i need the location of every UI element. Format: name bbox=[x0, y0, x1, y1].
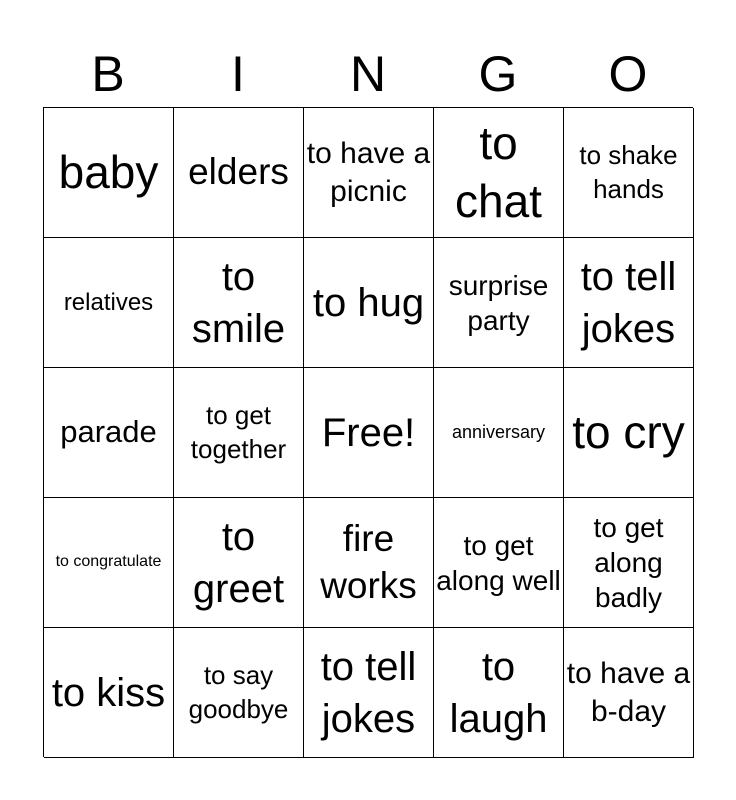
cell-text: to cry bbox=[572, 405, 685, 458]
bingo-cell-r2-c3[interactable] bbox=[304, 238, 434, 368]
header-letter-i: I bbox=[231, 46, 245, 102]
bingo-cell-r5-c2[interactable] bbox=[174, 628, 304, 758]
bingo-cell-r2-c1[interactable] bbox=[44, 238, 174, 368]
bingo-cell-r2-c4[interactable] bbox=[434, 238, 564, 368]
cell-text: to have a b-day bbox=[566, 657, 691, 728]
bingo-cell-r4-c4[interactable] bbox=[434, 498, 564, 628]
free-space: Free! bbox=[321, 410, 416, 455]
header-letter-g: G bbox=[478, 46, 518, 102]
cell-text: fire works bbox=[320, 518, 417, 606]
bingo-cell-r5-c5[interactable] bbox=[564, 628, 694, 758]
bingo-cell-r3-c5[interactable] bbox=[564, 368, 694, 498]
bingo-cell-r2-c2[interactable] bbox=[174, 238, 304, 368]
cell-text: surprise party bbox=[448, 269, 549, 336]
bingo-cell-r5-c1[interactable] bbox=[44, 628, 174, 758]
bingo-cell-r2-c5[interactable] bbox=[564, 238, 694, 368]
bingo-cell-r4-c1[interactable] bbox=[44, 498, 174, 628]
bingo-cell-r1-c5[interactable] bbox=[564, 108, 694, 238]
bingo-cell-r1-c1[interactable] bbox=[44, 108, 174, 238]
bingo-cell-r1-c4[interactable] bbox=[434, 108, 564, 238]
cell-text: to have a picnic bbox=[306, 137, 431, 208]
bingo-cell-r5-c3[interactable] bbox=[304, 628, 434, 758]
header-letter-n: N bbox=[349, 46, 387, 102]
cell-text: baby bbox=[58, 145, 159, 198]
cell-text: to get along badly bbox=[593, 512, 664, 613]
bingo-cell-r3-c4[interactable] bbox=[434, 368, 564, 498]
cell-text: to chat bbox=[455, 117, 542, 227]
cell-text: to laugh bbox=[449, 644, 548, 741]
cell-text: to greet bbox=[192, 514, 285, 611]
cell-text: to get along well bbox=[436, 529, 561, 596]
cell-text: to congratulate bbox=[55, 553, 162, 571]
bingo-cell-r4-c5[interactable] bbox=[564, 498, 694, 628]
bingo-cell-r4-c2[interactable] bbox=[174, 498, 304, 628]
cell-text: to get together bbox=[190, 399, 287, 464]
header-letter-o: O bbox=[608, 46, 648, 102]
cell-text: to shake hands bbox=[579, 139, 678, 204]
bingo-cell-r5-c4[interactable] bbox=[434, 628, 564, 758]
cell-text: elders bbox=[188, 151, 289, 193]
bingo-cell-r3-c2[interactable] bbox=[174, 368, 304, 498]
cell-text: to say goodbye bbox=[188, 659, 289, 724]
cell-text: to tell jokes bbox=[320, 644, 417, 741]
cell-text: relatives bbox=[63, 288, 154, 316]
cell-text: anniversary bbox=[451, 421, 546, 442]
cell-text: to hug bbox=[312, 280, 425, 325]
bingo-cell-r1-c2[interactable] bbox=[174, 108, 304, 238]
cell-text: to tell jokes bbox=[580, 254, 677, 351]
cell-text: to smile bbox=[191, 254, 286, 351]
bingo-cell-r3-c1[interactable] bbox=[44, 368, 174, 498]
cell-text: parade bbox=[60, 414, 157, 450]
header-letter-b: B bbox=[91, 46, 125, 102]
bingo-cell-r1-c3[interactable] bbox=[304, 108, 434, 238]
bingo-cell-r4-c3[interactable] bbox=[304, 498, 434, 628]
bingo-card-grid bbox=[43, 107, 693, 757]
bingo-header bbox=[43, 42, 693, 106]
cell-text: to kiss bbox=[51, 670, 166, 715]
bingo-cell-r3-c3[interactable] bbox=[304, 368, 434, 498]
